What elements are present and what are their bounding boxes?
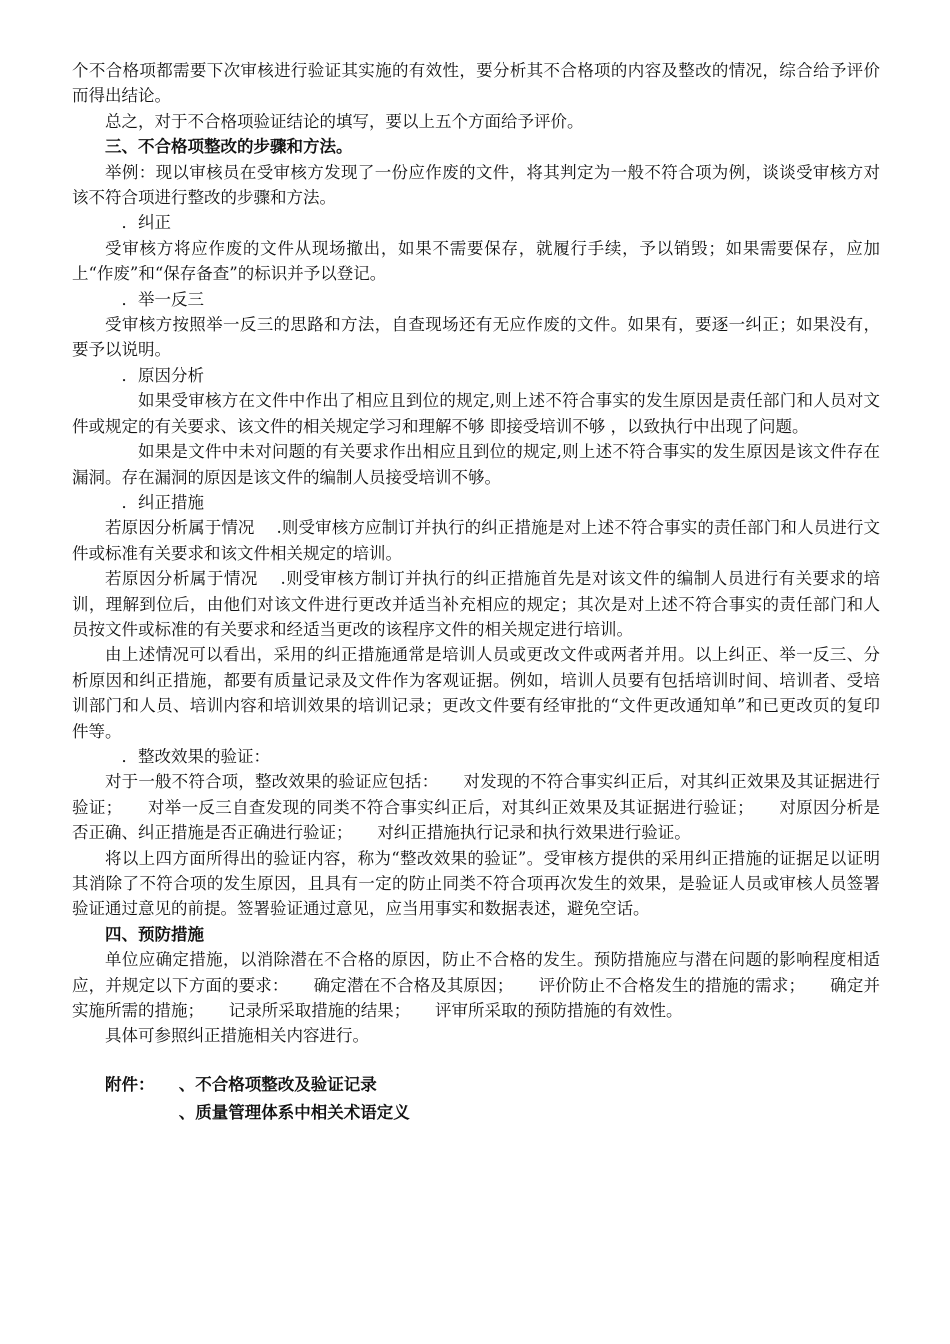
attachment-item-2: 、质量管理体系中相关术语定义 <box>178 1102 410 1122</box>
paragraph-verification-items: 对于一般不符合项，整改效果的验证应包括： 对发现的不符合事实纠正后，对其纠正效果及其证据进行验证； 对举一反三自查发现的同类不符合事实纠正后，对其纠正效果及其证据进行验证； 对原因分析是否正确、纠正措施是否正确进行验证； 对纠正措施执行记录和执行效果进行验证。 <box>72 772 880 843</box>
paragraph-continued: 个不合格项都需要下次审核进行验证其实施的有效性，要分析其不合格项的内容及整改的情况，综合给予评价而得出结论。 <box>72 61 880 106</box>
paragraph-extrapolation: 受审核方按照举一反三的思路和方法，自查现场还有无应作废的文件。如果有，要逐一纠正；如果没有，要予以说明。 <box>72 315 880 360</box>
paragraph-preventive: 单位应确定措施，以消除潜在不合格的原因，防止不合格的发生。预防措施应与潜在问题的影响程度相适应，并规定以下方面的要求： 确定潜在不合格及其原因； 评价防止不合格发生的措施的需求； 确定并实施所需的措施； 记录所采取措施的结果； 评审所采取的预防措施的有效性。 <box>72 950 880 1021</box>
paragraph-corrective-summary: 由上述情况可以看出，采用的纠正措施通常是培训人员或更改文件或两者并用。以上纠正、举一反三、分析原因和纠正措施，都要有质量记录及文件作为客观证据。例如，培训人员要有包括培训时间、培训者、受培训部门和人员、培训内容和培训效果的培训记录；更改文件要有经审批的“文件更改通知单”和已更改页的复印件等。 <box>72 645 880 741</box>
section-heading-4: 四、预防措施 <box>105 924 204 944</box>
paragraph-summary: 总之，对于不合格项验证结论的填写，要以上五个方面给予评价。 <box>105 111 584 131</box>
subheading-extrapolation: ．举一反三 <box>121 289 204 309</box>
attachments-block <box>72 1071 880 1127</box>
subheading-cause-analysis: ．原因分析 <box>121 365 204 385</box>
subheading-corrective-action: ．纠正措施 <box>121 492 204 512</box>
section-heading-3: 三、不合格项整改的步骤和方法。 <box>105 137 353 157</box>
subheading-correction: ．纠正 <box>121 213 171 233</box>
paragraph-correction: 受审核方将应作废的文件从现场撤出，如果不需要保存，就履行手续，予以销毁；如果需要保存，应加上“作废”和“保存备查”的标识并予以登记。 <box>72 238 880 284</box>
paragraph-verification-definition: 将以上四方面所得出的验证内容，称为“整改效果的验证”。受审核方提供的采用纠正措施的证据足以证明其消除了不符合项的发生原因，且具有一定的防止同类不符合项再次发生的效果，是验证人员或审核人员签署验证通过意见的前提。签署验证通过意见，应当用事实和数据表述，避免空话。 <box>72 848 880 919</box>
paragraph-reference: 具体可参照纠正措施相关内容进行。 <box>105 1026 369 1046</box>
paragraph-example: 举例：现以审核员在受审核方发现了一份应作废的文件，将其判定为一般不符合项为例，谈谈受审核方对该不符合项进行整改的步骤和方法。 <box>72 162 880 208</box>
attachment-item-1: 、不合格项整改及验证记录 <box>178 1074 377 1094</box>
paragraph-corrective-1: 若原因分析属于情况 .则受审核方应制订并执行的纠正措施是对上述不符合事实的责任部门和人员进行文件或标准有关要求和该文件相关规定的培训。 <box>72 518 880 563</box>
paragraph-cause-2: 如果是文件中未对问题的有关要求作出相应且到位的规定,则上述不符合事实的发生原因是该文件存在漏洞。存在漏洞的原因是该文件的编制人员接受培训不够。 <box>72 442 880 487</box>
paragraph-corrective-2: 若原因分析属于情况 .则受审核方制订并执行的纠正措施首先是对该文件的编制人员进行有关要求的培训，理解到位后，由他们对该文件进行更改并适当补充相应的规定；其次是对上述不符合事实的责任部门和人员按文件或标准的有关要求和经适当更改的该程序文件的相关规定进行培训。 <box>72 569 880 639</box>
paragraph-cause-1: 如果受审核方在文件中作出了相应且到位的规定,则上述不符合事实的发生原因是责任部门和人员对文件或规定的有关要求、该文件的相关规定学习和理解不够 即接受培训不够 ，以致执行中出现了问题。 <box>72 391 880 436</box>
document-page <box>72 58 880 1127</box>
subheading-verification: ．整改效果的验证： <box>121 746 270 766</box>
attachments-label: 附件： <box>105 1074 155 1094</box>
